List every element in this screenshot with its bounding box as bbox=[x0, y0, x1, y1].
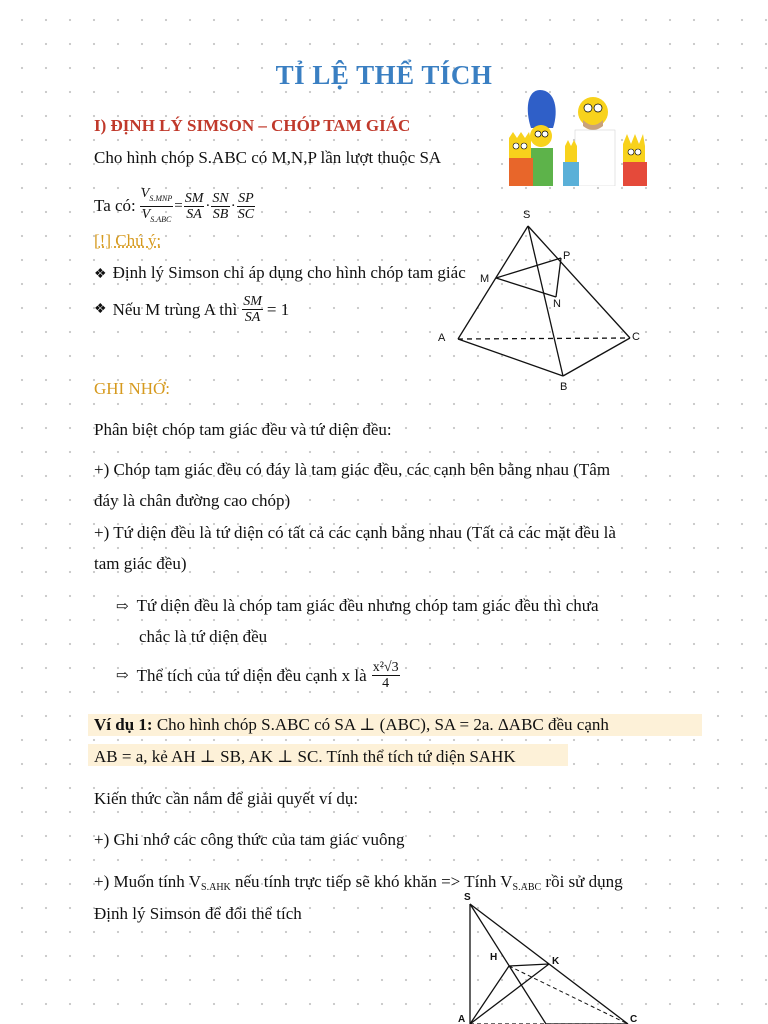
vertex-label-c: C bbox=[632, 331, 640, 343]
example-line2: AB = a, kẻ AH ⊥ SB, AK ⊥ SC. Tính thể tích tứ diện SAHK bbox=[94, 747, 516, 766]
hollow-arrow-icon: ⇨ bbox=[116, 599, 129, 615]
example-line1: Ví dụ 1: Cho hình chóp S.ABC có SA ⊥ (ABC), SA = 2a. ΔABC đều cạnh bbox=[94, 715, 609, 734]
vertex-label-h: H bbox=[490, 952, 498, 963]
vertex-label-n: N bbox=[553, 298, 561, 310]
bullet-simson: ❖ Định lý Simson chỉ áp dụng cho hình chóp tam giác bbox=[94, 263, 466, 282]
knowledge-line1: +) Ghi nhớ các công thức của tam giác vuông bbox=[94, 830, 405, 849]
diamond-bullet-icon: ❖ bbox=[94, 301, 107, 317]
volume-ratio: $\frac{V_{S.MNP}}{V_{S.ABC}}$ bbox=[140, 186, 173, 224]
ta-co-label: Ta có: bbox=[94, 196, 136, 216]
vertex-label-s: S bbox=[523, 209, 531, 221]
note-label: [!] Chú ý: bbox=[94, 231, 162, 250]
ghi-nho-line3a: +) Tứ diện đều là tứ diện có tất cả các cạnh bằng nhau (Tất cả các mặt đều là bbox=[94, 523, 616, 542]
simpsons-family-image bbox=[505, 88, 655, 186]
bullet-m-trung-a: ❖ Nếu M trùng A thì $\frac{SM}{SA}$ = 1 bbox=[94, 294, 290, 325]
ghi-nho-line1: Phân biệt chóp tam giác đều và tứ diện đều: bbox=[94, 420, 392, 439]
vertex-label-m: M bbox=[480, 273, 490, 285]
knowledge-line2: +) Muốn tính VS.AHK nếu tính trực tiếp sẽ khó khăn => Tính VS.ABC rồi sử dụng bbox=[94, 872, 623, 893]
page-title: TỈ LỆ THỂ TÍCH bbox=[275, 60, 493, 90]
arrow-note-1b: chắc là tứ diện đều bbox=[139, 627, 268, 646]
ratio-sn-sb: $\frac{SN}{SB}$ bbox=[212, 190, 229, 222]
section-heading: I) ĐỊNH LÝ SIMSON – CHÓP TAM GIÁC bbox=[94, 116, 411, 135]
diamond-bullet-icon: ❖ bbox=[94, 267, 107, 282]
tetra-volume-fraction: $\frac{\text{x²√3}}{4}$ bbox=[372, 660, 399, 691]
intro-text: Cho hình chóp S.ABC có M,N,P lần lượt thuộc SA bbox=[94, 148, 442, 167]
vertex-label-s2: S bbox=[464, 892, 471, 903]
ghi-nho-line2a: +) Chóp tam giác đều có đáy là tam giác đều, các cạnh bên bằng nhau (Tâm bbox=[94, 460, 611, 479]
simson-formula: Ta có: $\frac{V_{S.MNP}}{V_{S.ABC}}$ = $\frac{SM}{SA}$ · $\frac{SN}{SB}$ · $\frac{SP}{SC}$ bbox=[94, 186, 256, 227]
vertex-label-k: K bbox=[552, 956, 560, 967]
knowledge-heading: Kiến thức cần nắm để giải quyết ví dụ: bbox=[94, 789, 359, 808]
vertex-label-p: P bbox=[563, 250, 571, 262]
vertex-label-b: B bbox=[560, 381, 568, 393]
ratio-sm-sa: $\frac{SM}{SA}$ bbox=[184, 190, 204, 222]
ghi-nho-line3b: tam giác đều) bbox=[94, 554, 187, 573]
arrow-note-2: ⇨ Thể tích của tứ diện đều cạnh x là $\frac{\text{x²√3}}{4}$ bbox=[116, 660, 399, 691]
ghi-nho-line2b: đáy là chân đường cao chóp) bbox=[94, 491, 291, 510]
vertex-label-a: A bbox=[438, 332, 446, 344]
ratio-sp-sc: $\frac{SP}{SC}$ bbox=[237, 190, 255, 222]
knowledge-line3: Định lý Simson để đổi thể tích bbox=[94, 904, 302, 923]
vertex-label-c2: C bbox=[630, 1014, 638, 1024]
ratio-sm-sa-2: $\frac{SM}{SA}$ bbox=[243, 294, 262, 325]
pyramid-diagram-1 bbox=[432, 204, 652, 394]
arrow-note-1: ⇨ Tứ diện đều là chóp tam giác đều nhưng chóp tam giác đều thì chưa bbox=[116, 596, 599, 615]
pyramid-diagram-2 bbox=[452, 890, 652, 1024]
ghi-nho-label: GHI NHỚ: bbox=[94, 379, 171, 398]
example-label: Ví dụ 1: bbox=[94, 715, 153, 734]
hollow-arrow-icon: ⇨ bbox=[116, 667, 129, 684]
vertex-label-a2: A bbox=[458, 1014, 466, 1024]
